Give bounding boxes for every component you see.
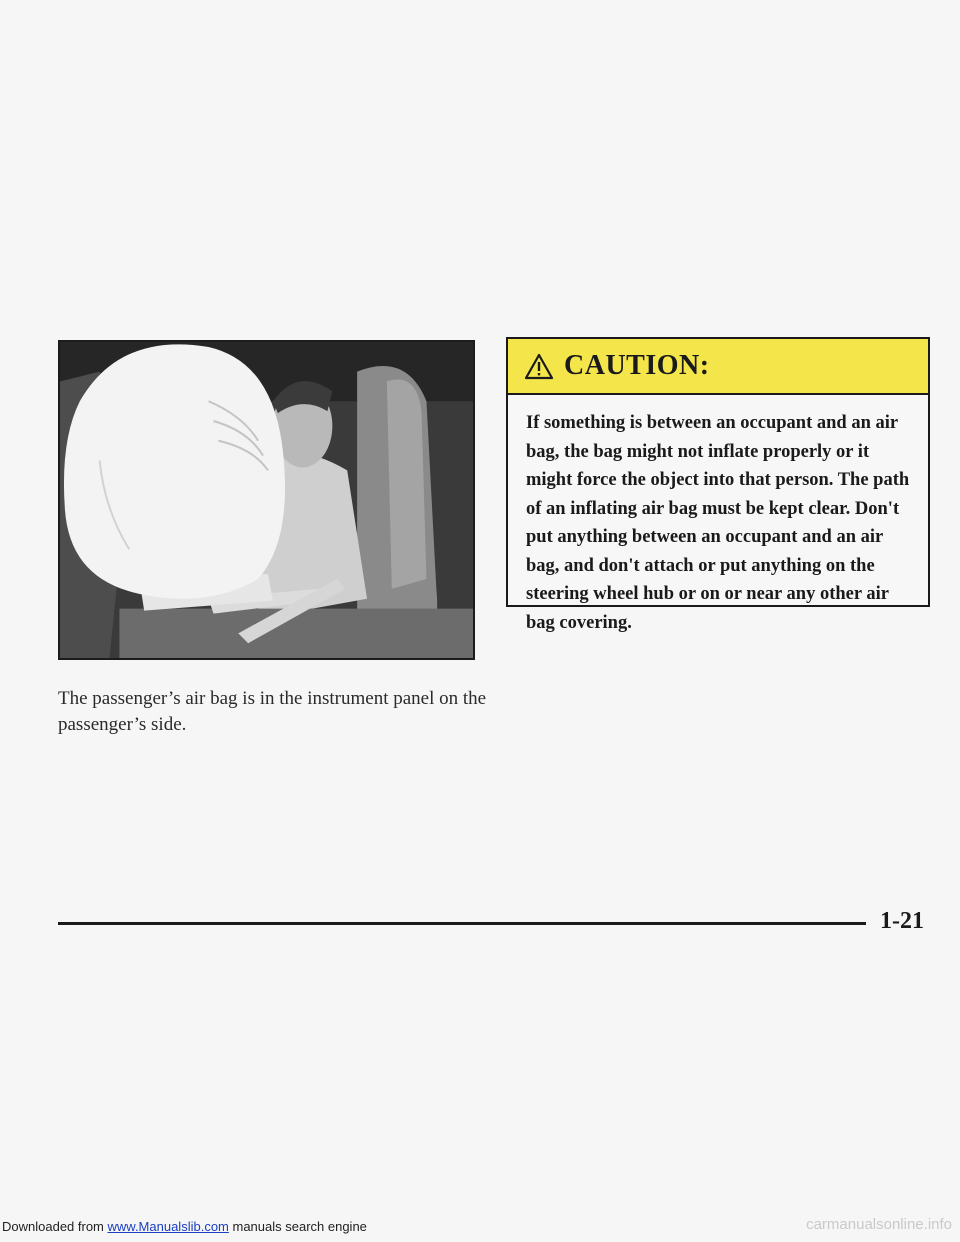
caution-header	[508, 339, 928, 395]
page-number: 1-21	[880, 908, 924, 934]
illustration-caption: The passenger’s air bag is in the instrument panel on the passenger’s side.	[58, 688, 487, 735]
caution-box	[506, 337, 930, 633]
footer-suffix: manuals search engine	[228, 1219, 367, 1234]
manualslib-link[interactable]: www.Manualslib.com	[107, 1219, 229, 1234]
passenger-airbag-drawing	[60, 342, 473, 658]
caution-text: If something is between an occupant and an air bag, the bag might not inflate properly or it might force the object into that person. The path of an inflating air bag must be kept clear. Don't put anything between an occupant and an air bag, and don't attach or put anything on the steering wheel hub or on or near any other air bag covering.	[526, 413, 910, 633]
watermark: carmanualsonline.info	[806, 1216, 952, 1233]
caution-title: CAUTION:	[564, 350, 710, 381]
footer-prefix: Downloaded from	[2, 1219, 108, 1234]
air-bag-illustration	[58, 340, 475, 660]
footer-rule	[58, 922, 866, 925]
download-footer	[2, 1219, 367, 1234]
warning-triangle-icon	[524, 353, 554, 380]
